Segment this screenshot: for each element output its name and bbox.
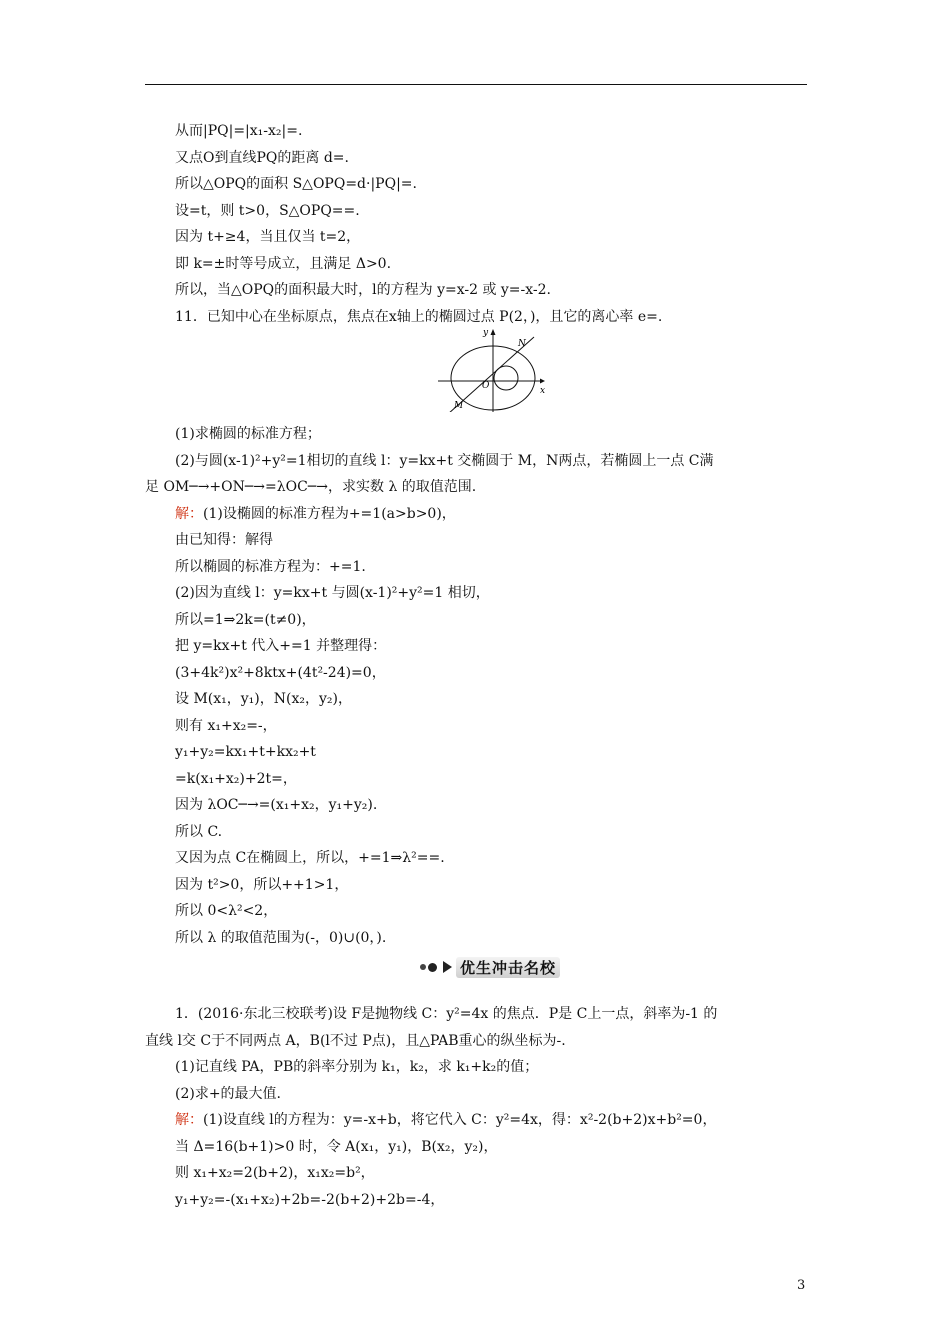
label-n: N	[518, 339, 526, 349]
x-axis-arrow-icon	[540, 379, 545, 384]
text-line: 即 k=±时等号成立，且满足 Δ>0.	[175, 255, 392, 272]
header-rule	[145, 84, 807, 85]
solution-line: (3+4k²)x²+8ktx+(4t²-24)=0，	[175, 664, 386, 681]
solution-line: 由已知得：解得	[175, 532, 273, 548]
solution-line: 设 M(x₁，y₁)，N(x₂，y₂)，	[175, 691, 352, 707]
problem-1-solution-start	[145, 1107, 807, 1134]
solution-start	[145, 501, 807, 528]
problem-1-line: 1．(2016·东北三校联考)设 F是抛物线 C：y²=4x 的焦点．P是 C上一点，斜率为-1 的	[175, 1006, 718, 1022]
solution-line: y₁+y₂=kx₁+t+kx₂+t	[175, 744, 316, 760]
solution-line: 所以 λ 的取值范围为(-，0)∪(0，).	[175, 929, 387, 946]
solution-label: 解：	[175, 1112, 203, 1128]
solution-line: 所以 0<λ²<2，	[175, 903, 278, 919]
solution-line: 则 x₁+x₂=2(b+2)，x₁x₂=b²，	[175, 1165, 375, 1181]
solution-text: (1)设椭圆的标准方程为+=1(a>b>0)，	[203, 505, 456, 522]
q11-part1: (1)求椭圆的标准方程；	[175, 426, 321, 442]
solution-line: 因为 t²>0，所以++1>1，	[175, 876, 349, 893]
solution-label: 解：	[175, 505, 203, 522]
solution-line: 所以 C.	[175, 823, 223, 840]
label-m: M	[454, 401, 464, 411]
page-number: 3	[797, 1278, 806, 1293]
solution-line: 又因为点 C在椭圆上，所以，+=1⇒λ²==.	[175, 850, 445, 866]
solution-line: (2)因为直线 l：y=kx+t 与圆(x-1)²+y²=1 相切，	[175, 585, 490, 601]
solution-line: 所以椭圆的标准方程为：+=1.	[175, 558, 366, 575]
solution-line: y₁+y₂=-(x₁+x₂)+2b=-2(b+2)+2b=-4，	[175, 1191, 445, 1208]
problem-1-block	[145, 1001, 807, 1213]
text-line: 又点O到直线PQ的距离 d=.	[175, 149, 349, 166]
text-line: 从而|PQ|=|x₁-x₂|=.	[175, 123, 303, 139]
q11-part2: (2)与圆(x-1)²+y²=1相切的直线 l：y=kx+t 交椭圆于 M，N两点，若椭圆上一点 C满	[175, 452, 714, 469]
solution-line: 当 Δ=16(b+1)>0 时，令 A(x₁，y₁)，B(x₂，y₂)，	[175, 1138, 498, 1155]
problem-1-line: 直线 l交 C于不同两点 A，B(l不过 P点)，且△PAB重心的纵坐标为-.	[145, 1032, 566, 1049]
text-line: 所以，当△OPQ的面积最大时，l的方程为 y=x-2 或 y=-x-2.	[175, 282, 552, 298]
solution-line: 把 y=kx+t 代入+=1 并整理得：	[175, 638, 387, 654]
q11-part2-cont: 足 OM─→+ON─→=λOC─→，求实数 λ 的取值范围.	[145, 479, 477, 495]
solution-line: 所以=1⇒2k=(t≠0)，	[175, 611, 316, 628]
text-line: 设=t，则 t>0，S△OPQ==.	[175, 202, 360, 219]
label-y: y	[483, 328, 489, 338]
text-line: 所以△OPQ的面积 S△OPQ=d·|PQ|=.	[175, 176, 417, 192]
label-origin: O	[482, 381, 490, 391]
y-axis-arrow-icon	[491, 329, 496, 335]
banner-arrow-icon	[443, 961, 452, 973]
label-x: x	[540, 386, 546, 396]
solution-line: 因为 λOC─→=(x₁+x₂，y₁+y₂).	[175, 797, 378, 813]
banner-dots-icon	[420, 963, 439, 972]
question-11: 11．已知中心在坐标原点，焦点在x轴上的椭圆过点 P(2，)，且它的离心率 e=.	[175, 308, 663, 325]
solution-text: (1)设直线 l的方程为：y=-x+b，将它代入 C：y²=4x，得：x²-2(b+2)x+b²=0，	[203, 1112, 717, 1128]
text-line: 因为 t+≥4，当且仅当 t=2，	[175, 229, 361, 245]
section-banner	[420, 957, 560, 977]
top-text-block	[145, 118, 807, 330]
problem-1-q1: (1)记直线 PA，PB的斜率分别为 k₁，k₂，求 k₁+k₂的值；	[175, 1059, 539, 1075]
solution-line: =k(x₁+x₂)+2t=，	[175, 770, 297, 787]
problem-1-q2: (2)求+的最大值.	[175, 1085, 282, 1102]
ellipse-figure	[438, 322, 548, 412]
banner-title: 优生冲击名校	[456, 957, 560, 978]
q11-block	[145, 421, 807, 951]
solution-line: 则有 x₁+x₂=-，	[175, 717, 277, 734]
